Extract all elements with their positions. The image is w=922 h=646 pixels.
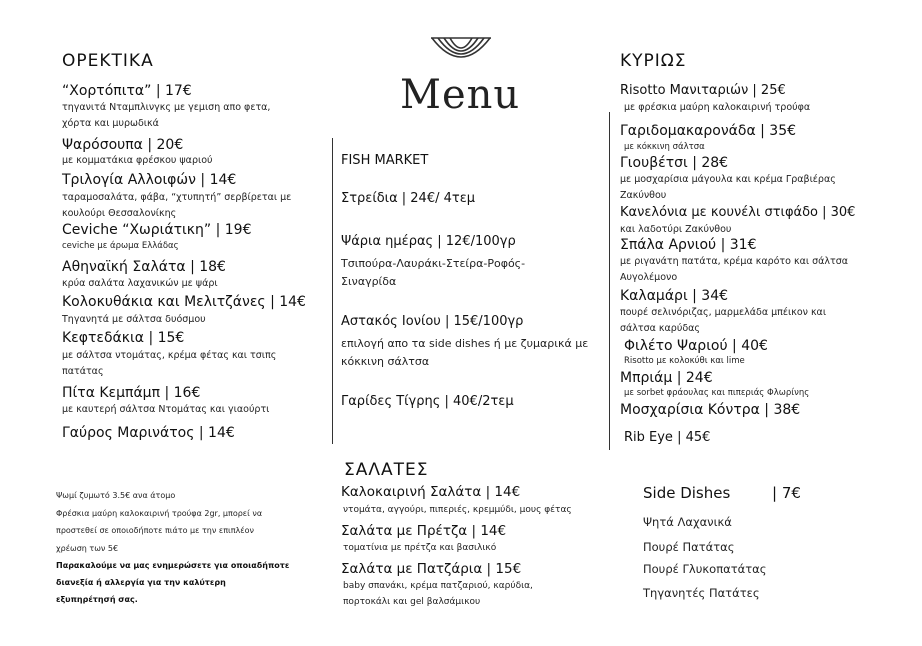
- menu-item-desc: με σάλτσα ντομάτας, κρέμα φέτας και τσιπς: [62, 350, 277, 361]
- note-line: Φρέσκια μαύρη καλοκαιρινή τρούφα 2gr, μπορεί να: [56, 509, 263, 518]
- menu-item-desc: ντομάτα, αγγούρι, πιπεριές, κρεμμύδι, μους φέτας: [343, 505, 572, 515]
- note-line: προστεθεί σε οποιοδήποτε πιάτο με την επιπλέον: [56, 526, 254, 535]
- logo-wordmark: Menu: [400, 72, 521, 118]
- menu-item-desc: Τσιπούρα-Λαυράκι-Στείρα-Ροφός-: [341, 257, 526, 270]
- allergy-note-line: διανεξία ή αλλεργία για την καλύτερη: [56, 578, 226, 587]
- arches-logo-icon: [428, 36, 494, 70]
- menu-item-desc: με καυτερή σάλτσα Ντομάτας και γιαούρτι: [62, 404, 270, 415]
- menu-item-title: Ψάρια ημέρας | 12€/100γρ: [341, 234, 516, 249]
- side-dish-item: Τηγανητές Πατάτες: [643, 586, 760, 600]
- menu-item-desc: πουρέ σελινόριζας, μαρμελάδα μπέικον και: [620, 307, 827, 318]
- menu-item-desc: με ριγανάτη πατάτα, κρέμα καρότο και σάλτσα: [620, 256, 848, 267]
- menu-item-title: Μοσχαρίσια Κόντρα | 38€: [620, 402, 801, 418]
- menu-item-desc: με μοσχαρίσια μάγουλα και κρέμα Γραβιέρας: [620, 174, 836, 185]
- menu-item-title: Σπάλα Αρνιού | 31€: [620, 237, 757, 253]
- menu-item-desc: Σιναγρίδα: [341, 275, 397, 288]
- menu-item-desc: με sorbet φράουλας και πιπεριάς Φλωρίνης: [624, 388, 810, 398]
- salates-title: ΣΑΛΑΤΕΣ: [344, 460, 429, 480]
- side-dish-item: Ψητά Λαχανικά: [643, 515, 732, 529]
- menu-item-title: Καλοκαιρινή Σαλάτα | 14€: [341, 484, 521, 500]
- menu-item-desc: baby σπανάκι, κρέμα πατζαριού, καρύδια,: [343, 581, 533, 591]
- menu-item-desc: σάλτσα καρύδας: [620, 323, 700, 334]
- menu-item-desc: Risotto με κολοκύθι και lime: [624, 356, 745, 366]
- side-dishes-title: Side Dishes: [643, 484, 731, 502]
- fish-market-divider: [332, 138, 333, 444]
- menu-item-desc: κρύα σαλάτα λαχανικών με ψάρι: [62, 278, 218, 289]
- allergy-note-line: Παρακαλούμε να μας ενημερώσετε για οποιαδήποτε: [56, 561, 290, 570]
- menu-item-title: Γιουβέτσι | 28€: [620, 155, 729, 171]
- orektika-title: ΟΡΕΚΤΙΚΑ: [62, 51, 154, 71]
- menu-item-title: Φιλέτο Ψαριού | 40€: [624, 338, 768, 354]
- side-dishes-price: | 7€: [772, 484, 801, 502]
- menu-item-desc: κόκκινη σάλτσα: [341, 355, 430, 368]
- menu-item-desc: Τηγανητά με σάλτσα δυόσμου: [62, 314, 206, 325]
- kyrios-divider: [609, 112, 610, 450]
- menu-item-title: Κανελόνια με κουνέλι στιφάδο | 30€: [620, 205, 856, 220]
- menu-item-title: Γαρίδες Τίγρης | 40€/2τεμ: [341, 394, 514, 409]
- side-dish-item: Πουρέ Πατάτας: [643, 540, 735, 554]
- menu-item-title: Πίτα Κεμπάμπ | 16€: [62, 385, 201, 401]
- menu-item-desc: κουλούρι Θεσσαλονίκης: [62, 208, 177, 219]
- menu-item-desc: επιλογή απο τα side dishes ή με ζυμαρικά με: [341, 337, 589, 350]
- menu-item-title: Risotto Μανιταριών | 25€: [620, 83, 786, 98]
- menu-item-desc: ceviche με άρωμα Ελλάδας: [62, 241, 179, 251]
- kyrios-title: ΚΥΡΙΩΣ: [620, 51, 687, 71]
- menu-item-title: Γαριδομακαρονάδα | 35€: [620, 123, 797, 139]
- menu-item-title: Σαλάτα με Πατζάρια | 15€: [341, 561, 522, 577]
- menu-item-desc: ταραμοσαλάτα, φάβα, “χτυπητή” σερβίρεται με: [62, 192, 292, 203]
- menu-item-desc: με φρέσκια μαύρη καλοκαιρινή τρούφα: [624, 102, 811, 113]
- menu-item-desc: τηγανιτά Νταμπλινγκς με γεμιση απο φετα,: [62, 102, 271, 113]
- menu-item-desc: με κομματάκια φρέσκου ψαριού: [62, 155, 213, 166]
- menu-item-title: Κεφτεδάκια | 15€: [62, 330, 185, 346]
- menu-item-title: “Χορτόπιτα” | 17€: [62, 83, 192, 99]
- side-dish-item: Πουρέ Γλυκοπατάτας: [643, 562, 767, 576]
- menu-item-desc: πορτοκάλι και gel βαλσάμικου: [343, 597, 481, 607]
- menu-item-title: Αθηναϊκή Σαλάτα | 18€: [62, 259, 226, 275]
- menu-item-title: Ceviche “Χωριάτικη” | 19€: [62, 222, 252, 238]
- menu-item-title: Γαύρος Μαρινάτος | 14€: [62, 425, 235, 441]
- menu-item-desc: τοματίνια με πρέτζα και βασιλικό: [343, 543, 497, 553]
- menu-item-desc: και λαδοτύρι Ζακύνθου: [620, 224, 732, 235]
- menu-item-desc: με κόκκινη σάλτσα: [624, 142, 705, 152]
- menu-item-title: Τριλογία Αλλοιφών | 14€: [62, 172, 237, 188]
- fish-market-title: FISH MARKET: [341, 153, 429, 168]
- menu-item-title: Ψαρόσουπα | 20€: [62, 137, 184, 153]
- menu-item-desc: χόρτα και μυρωδικά: [62, 118, 159, 129]
- menu-item-title: Rib Eye | 45€: [624, 430, 711, 445]
- menu-item-title: Μπριάμ | 24€: [620, 370, 713, 386]
- menu-item-title: Στρείδια | 24€/ 4τεμ: [341, 191, 476, 206]
- allergy-note-line: εξυπηρέτησή σας.: [56, 595, 138, 604]
- note-line: Ψωμί ζυμωτό 3.5€ ανα άτομο: [56, 491, 176, 500]
- menu-item-desc: Ζακύνθου: [620, 190, 667, 201]
- menu-item-title: Αστακός Ιονίου | 15€/100γρ: [341, 314, 524, 329]
- menu-item-desc: πατάτας: [62, 366, 104, 377]
- menu-item-desc: Αυγολέμονο: [620, 272, 678, 283]
- menu-item-title: Κολοκυθάκια και Μελιτζάνες | 14€: [62, 294, 306, 310]
- menu-item-title: Καλαμάρι | 34€: [620, 288, 729, 304]
- note-line: χρέωση των 5€: [56, 544, 119, 553]
- menu-item-title: Σαλάτα με Πρέτζα | 14€: [341, 523, 507, 539]
